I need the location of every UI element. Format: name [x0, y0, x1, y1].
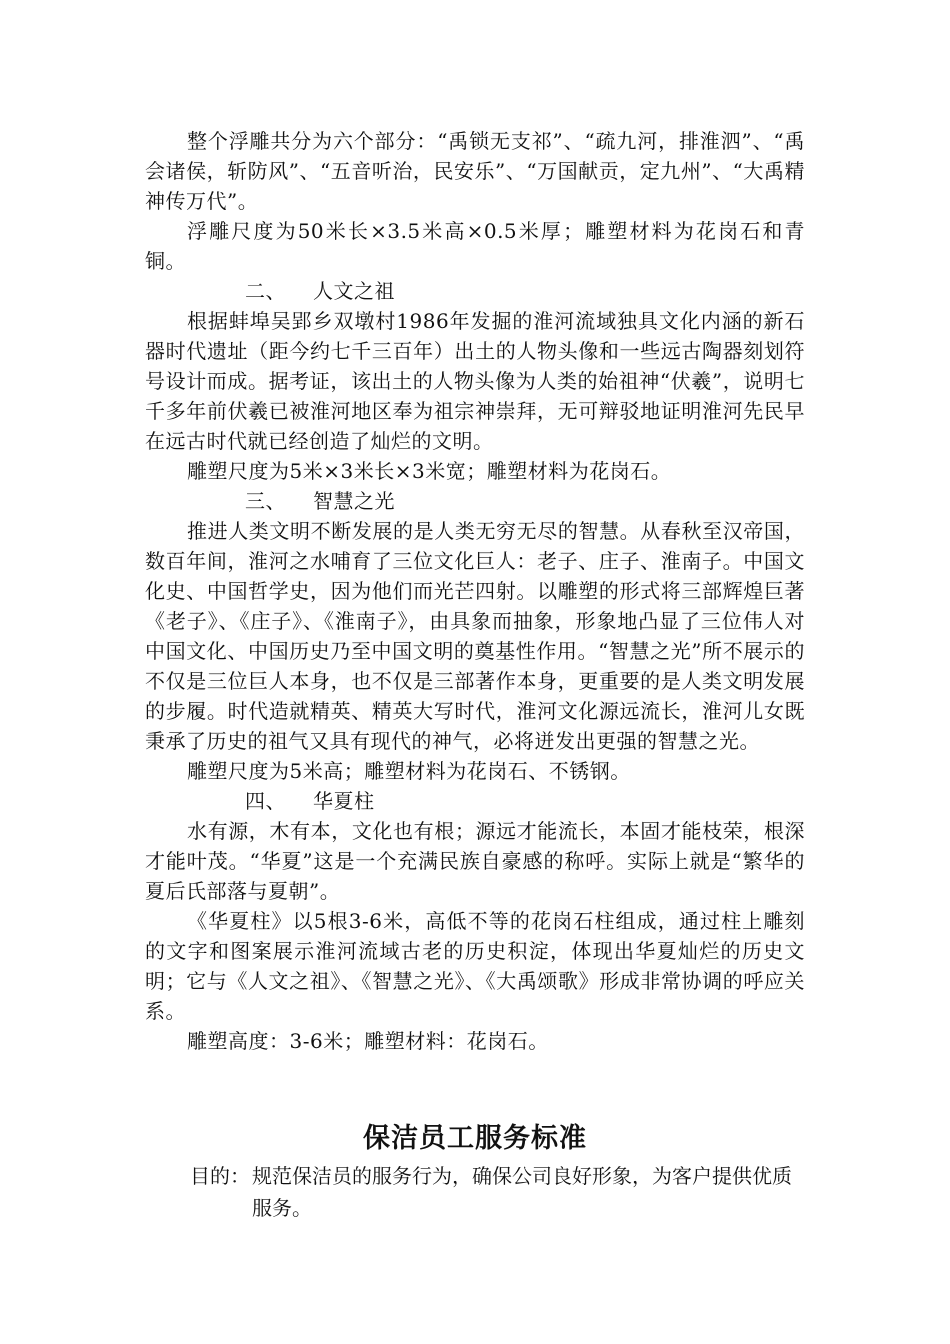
heading-title: 人文之祖 — [313, 279, 395, 303]
sculpture-description — [145, 126, 805, 1056]
purpose-text: 规范保洁员的服务行为，确保公司良好形象，为客户提供优质服务。 — [252, 1164, 792, 1220]
zhihui-body-paragraph: 推进人类文明不断发展的是人类无穷无尽的智慧。从春秋至汉帝国，数百年间，淮河之水哺育了三位文化巨人：老子、庄子、淮南子。中国文化史、中国哲学史，因为他们而光芒四射。以雕塑的形式将三部辉煌巨著《老子》、《庄子》、《淮南子》，由具象而抽象，形象地凸显了三位伟人对中国文化、中国历史乃至中国文明的奠基性作用。“智慧之光”所不展示的不仅是三位巨人本身，也不仅是三部著作本身，更重要的是人类文明发展的步履。时代造就精英、精英大写时代，淮河文化源远流长，淮河儿女既秉承了历史的祖气又具有现代的神气，必将迸发出更强的智慧之光。 — [145, 519, 805, 753]
section-heading-huaxia — [145, 786, 805, 816]
huaxia-body-paragraph-1: 水有源，木有本，文化也有根；源远才能流长，本固才能枝荣，根深才能叶茂。“华夏”这是一个充满民族自豪感的称呼。实际上就是“繁华的夏后氏部落与夏朝”。 — [145, 819, 805, 903]
heading-title: 华夏柱 — [313, 789, 375, 813]
heading-number: 二、 — [245, 279, 286, 303]
purpose-statement — [190, 1160, 810, 1224]
zhihui-size-paragraph: 雕塑尺度为5米高；雕塑材料为花岗石、不锈钢。 — [187, 759, 631, 783]
purpose-label: 目的： — [190, 1164, 250, 1188]
dayu-size-paragraph: 浮雕尺度为50米长×3.5米高×0.5米厚；雕塑材料为花岗石和青铜。 — [145, 219, 805, 273]
document-title: 保洁员工服务标准 — [363, 1123, 587, 1154]
section-heading-zhihui — [145, 486, 805, 516]
huaxia-size-paragraph: 雕塑高度：3-6米；雕塑材料：花岗石。 — [187, 1029, 549, 1053]
renwen-body-paragraph: 根据蚌埠吴郢乡双墩村1986年发掘的淮河流域独具文化内涵的新石器时代遗址（距今约七千三百年）出土的人物头像和一些远古陶器刻划符号设计而成。据考证，该出土的人物头像为人类的始祖神“伏羲”，说明七千多年前伏羲已被淮河地区奉为祖宗神崇拜，无可辩驳地证明淮河先民早在远古时代就已经创造了灿烂的文明。 — [145, 309, 805, 453]
heading-number: 三、 — [245, 489, 286, 513]
heading-number: 四、 — [245, 789, 286, 813]
renwen-size-paragraph: 雕塑尺度为5米×3米长×3米宽；雕塑材料为花岗石。 — [187, 459, 672, 483]
huaxia-body-paragraph-2: 《华夏柱》以5根3-6米，高低不等的花岗石柱组成，通过柱上雕刻的文字和图案展示淮河流域古老的历史积淀，体现出华夏灿烂的历史文明；它与《人文之祖》、《智慧之光》、《大禹颂歌》形成非常协调的呼应关系。 — [145, 909, 805, 1023]
dayu-parts-paragraph: 整个浮雕共分为六个部分：“禹锁无支祁”、“疏九河，排淮泗”、“禹会诸侯，斩防风”、“五音听治，民安乐”、“万国献贡，定九州”、“大禹精神传万代”。 — [145, 129, 805, 213]
section-heading-renwen — [145, 276, 805, 306]
heading-title: 智慧之光 — [313, 489, 395, 513]
